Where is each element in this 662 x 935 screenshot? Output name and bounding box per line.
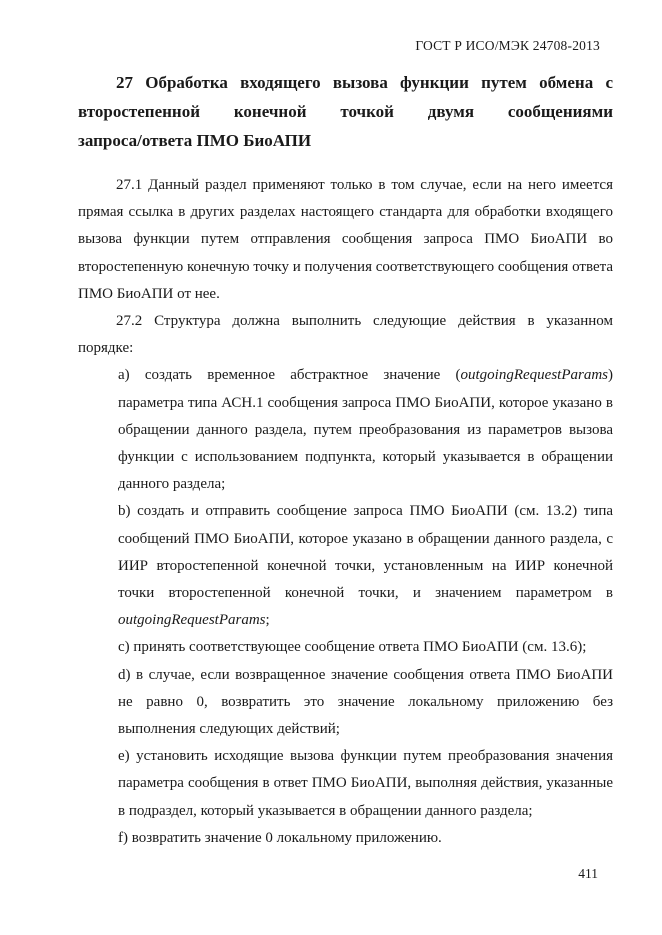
param-name: outgoingRequestParams bbox=[118, 612, 266, 629]
list-marker: d) bbox=[118, 666, 131, 683]
section-title bbox=[78, 68, 613, 155]
list-item-text: создать и отправить сообщение запроса ПМО БиоАПИ (см. 13.2) типа сообщений ПМО БиоАПИ, которое указано в обращении данного раздела, с ИИР второстепенной конечной точки, установленным на ИИР конечной точки второстепенной конечной точки, и значением параметром в bbox=[118, 503, 614, 602]
section-title-line-1: 27 Обработка входящего вызова функции путем обмена с bbox=[116, 73, 613, 92]
paragraph-27-1: 27.1 Данный раздел применяют только в том случае, если на него имеется прямая ссылка в других разделах настоящего стандарта для обработки входящего вызова функции путем отправления сообщения запроса ПМО БиоАПИ во второстепенную конечную точку и получения соответствующего сообщения ответа ПМО БиоАПИ от нее. bbox=[78, 177, 613, 302]
list-marker: f) bbox=[118, 829, 128, 846]
list-item-text: создать временное абстрактное значение ( bbox=[144, 367, 461, 384]
list-item-text: ) параметра типа АСН.1 сообщения запроса ПМО БиоАПИ, которое указано в обращении данного раздела, путем преобразования из параметров вызова функции с использованием подпункта, который указывается в обращении данного раздела; bbox=[118, 367, 613, 493]
list-marker: e) bbox=[118, 748, 130, 765]
list-marker: b) bbox=[118, 503, 131, 520]
list-item-f bbox=[118, 825, 613, 852]
list-item-text: в случае, если возвращенное значение сообщения ответа ПМО БиоАПИ не равно 0, возвратить это значение локальному приложению без выполнения следующих действий; bbox=[118, 666, 613, 738]
section-title-line-3: запроса/ответа ПМО БиоАПИ bbox=[78, 131, 312, 150]
list-item-text: установить исходящие вызова функции путем преобразования значения параметра сообщения в ответ ПМО БиоАПИ, выполняя действия, указанные в подраздел, который указывается в обращении данного раздела; bbox=[118, 748, 614, 819]
list-item-c bbox=[118, 634, 613, 661]
page-number: 411 bbox=[578, 866, 598, 881]
section-body bbox=[78, 172, 613, 852]
list-item-text: ; bbox=[265, 612, 270, 629]
list-item-text: принять соответствующее сообщение ответа ПМО БиоАПИ (см. 13.6); bbox=[133, 639, 587, 656]
param-name: outgoingRequestParams bbox=[460, 367, 608, 384]
list-item-d bbox=[118, 662, 613, 744]
list-marker: c) bbox=[118, 639, 130, 656]
list-item-e bbox=[118, 743, 613, 825]
list-item-b bbox=[118, 498, 613, 634]
section-title-line-2: второстепенной конечной точкой двумя сообщениями bbox=[78, 102, 613, 121]
paragraph-27-2: 27.2 Структура должна выполнить следующие действия в указанном порядке: bbox=[78, 313, 613, 357]
list-marker: a) bbox=[118, 367, 130, 384]
running-header: ГОСТ Р ИСО/МЭК 24708-2013 bbox=[415, 38, 600, 53]
list-item-a bbox=[118, 362, 613, 498]
list-item-text: возвратить значение 0 локальному приложению. bbox=[131, 829, 442, 846]
